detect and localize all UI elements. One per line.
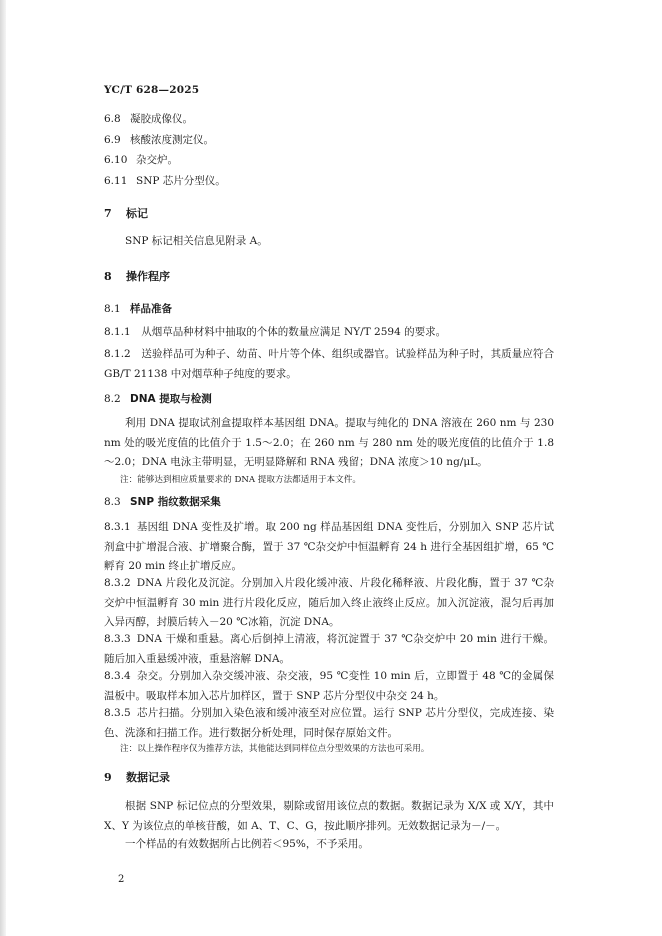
- section9-body-1: 根据 SNP 标记位点的分型效果，剔除或留用该位点的数据。数据记录为 X/X 或 X/Y，其中 X、Y 为该位点的单核苷酸，如 A、T、C、G，按此顺序排列。无效数据记录为－/－。: [104, 800, 554, 832]
- list-item: [104, 171, 226, 192]
- clause-text: 芯片扫描。分别加入染色液和缓冲液至对应位置。运行 SNP 芯片分型仪，完成连接、染色、洗涤和扫描工作。进行数据分析处理，同时保存原始文件。: [104, 707, 554, 739]
- item-number: 6.8: [104, 113, 121, 125]
- item-text: SNP 芯片分型仪。: [136, 174, 226, 187]
- clause-text: DNA 干燥和重悬。离心后倒掉上清液，将沉淀置于 37 ℃杂交炉中 20 min 进行干燥。随后加入重悬缓冲液，重悬溶解 DNA。: [104, 633, 554, 665]
- list-item: [104, 109, 226, 130]
- section6-list: [104, 109, 226, 191]
- section-title: DNA 提取与检测: [130, 393, 212, 405]
- clause-number: 8.3.4: [104, 670, 131, 682]
- section-title: 样品准备: [130, 303, 172, 315]
- section9-body-2: 一个样品的有效数据所占比例若＜95%，不予采用。: [125, 838, 369, 850]
- document-code: YC/T 628—2025: [104, 84, 200, 96]
- scan-edge-shadow: [0, 0, 6, 936]
- section8-2-body: 利用 DNA 提取试剂盒提取样本基因组 DNA。提取与纯化的 DNA 溶液在 260 nm 与 230 nm 处的吸光度值的比值介于 1.5～2.0；在 260 nm 与 280 nm 处的吸光度值的比值介于 1.8～2.0；DNA 电泳主带明显，无明显降解和 RNA 残留；DNA 浓度＞10 ng/μL。: [104, 417, 554, 468]
- note-8-3: 注：以上操作程序仅为推荐方法，其他能达到同样位点分型效果的方法也可采用。: [120, 744, 430, 754]
- section8-heading: [104, 268, 170, 284]
- list-item: [104, 130, 226, 151]
- clause-8-3-5: [104, 704, 554, 743]
- section-number: 8.2: [104, 393, 121, 405]
- clause-number: 8.3.2: [104, 577, 131, 589]
- clause-8-3-1: [104, 518, 554, 577]
- item-number: 6.11: [104, 174, 128, 187]
- section-title: 操作程序: [126, 270, 170, 283]
- section-title: 标记: [126, 207, 148, 220]
- section8-3-heading: [104, 494, 221, 509]
- item-text: 凝胶成像仪。: [130, 113, 193, 125]
- section-number: 8: [104, 270, 112, 283]
- clause-text: 基因组 DNA 变性及扩增。取 200 ng 样品基因组 DNA 变性后，分别加入 SNP 芯片试剂盒中扩增混合液、扩增聚合酶，置于 37 ℃杂交炉中恒温孵育 24 h 进行全基因组扩增，65 ℃孵育 20 min 终止扩增反应。: [104, 521, 554, 572]
- section-number: 7: [104, 207, 112, 220]
- section9-heading: [104, 769, 170, 785]
- item-number: 6.10: [104, 154, 128, 166]
- clause-number: 8.3.3: [104, 633, 131, 645]
- list-item: [104, 150, 226, 171]
- section-title: 数据记录: [126, 771, 170, 784]
- item-text: 杂交炉。: [136, 154, 178, 166]
- note-8-2: 注：能够达到相应质量要求的 DNA 提取方法都适用于本文件。: [120, 475, 361, 485]
- clause-8-3-4: [104, 667, 554, 706]
- item-text: 核酸浓度测定仪。: [130, 133, 214, 146]
- item-number: 6.9: [104, 133, 121, 146]
- clause-8-3-3: [104, 630, 554, 669]
- clause-8-1-2: 8.1.2 送验样品可为种子、幼苗、叶片等个体、组织或器官。试验样品为种子时，其质量应符合 GB/T 21138 中对烟草种子纯度的要求。: [104, 348, 554, 380]
- section-number: 8.1: [104, 303, 121, 315]
- section-number: 9: [104, 771, 112, 784]
- clause-text: DNA 片段化及沉淀。分别加入片段化缓冲液、片段化稀释液、片段化酶，置于 37 ℃杂交炉中恒温孵育 30 min 进行片段化反应，随后加入终止液终止反应。加入沉淀液，混匀后再加入异丙醇，封膜后转入－20 ℃冰箱，沉淀 DNA。: [104, 577, 554, 628]
- section7-body: SNP 标记相关信息见附录 A。: [125, 235, 268, 247]
- clause-number: 8.3.5: [104, 707, 131, 719]
- clause-number: 8.3.1: [104, 521, 131, 533]
- section7-heading: [104, 205, 148, 221]
- section-number: 8.3: [104, 496, 121, 508]
- section-title: SNP 指纹数据采集: [130, 496, 221, 508]
- page-number: 2: [118, 874, 125, 885]
- clause-8-1-1: 8.1.1 从烟草品种材料中抽取的个体的数量应满足 NY/T 2594 的要求。: [104, 326, 447, 338]
- clause-8-3-2: [104, 574, 554, 633]
- section8-2-heading: [104, 391, 212, 406]
- clause-text: 杂交。分别加入杂交缓冲液、杂交液，95 ℃变性 10 min 后，立即置于 48 ℃的金属保温板中。吸取样本加入芯片加样区，置于 SNP 芯片分型仪中杂交 24 h。: [104, 670, 554, 702]
- section8-1-heading: [104, 301, 172, 316]
